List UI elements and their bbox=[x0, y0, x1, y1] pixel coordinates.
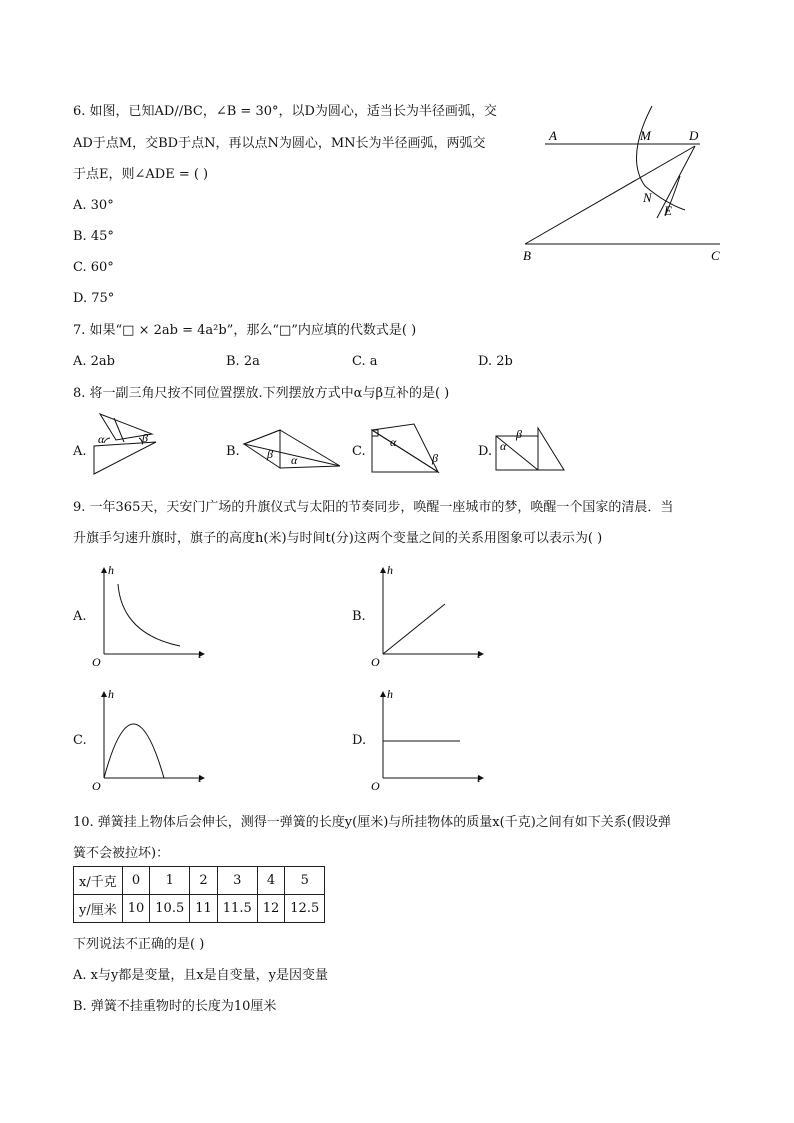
q6-option-b[interactable]: B. 45° bbox=[73, 229, 114, 244]
t-axis-label: t bbox=[477, 647, 481, 661]
q6-option-a[interactable]: A. 30° bbox=[73, 198, 114, 213]
t-axis-label: t bbox=[477, 771, 481, 785]
q9-option-d-label[interactable]: D. bbox=[352, 733, 367, 748]
q10-ask: 下列说法不正确的是( ) bbox=[73, 937, 205, 952]
q7-option-b[interactable]: B. 2a bbox=[226, 354, 260, 369]
h-axis-label: h bbox=[387, 687, 393, 701]
table-cell: 11.5 bbox=[217, 895, 257, 923]
label-e: E bbox=[664, 203, 672, 218]
origin-label: O bbox=[92, 655, 101, 669]
alpha-label: α bbox=[500, 439, 507, 453]
q8-option-b-label[interactable]: B. bbox=[226, 444, 240, 459]
q9-stem-line-2: 升旗手匀速升旗时，旗子的高度h(米)与时间t(分)这两个变量之间的关系用图象可以表示为( ) bbox=[73, 531, 603, 546]
q7-option-c[interactable]: C. a bbox=[352, 354, 378, 369]
t-axis-label: t bbox=[198, 771, 202, 785]
q7-option-d[interactable]: D. 2b bbox=[478, 354, 513, 369]
t-axis-label: t bbox=[198, 647, 202, 661]
table-cell: 10 bbox=[122, 895, 150, 923]
q8-option-c-figure[interactable] bbox=[368, 420, 448, 475]
table-cell: 5 bbox=[285, 867, 325, 895]
table-cell: 4 bbox=[257, 867, 285, 895]
beta-label: β bbox=[267, 447, 273, 461]
q9-option-a-label[interactable]: A. bbox=[73, 609, 87, 624]
beta-label: β bbox=[516, 427, 522, 441]
label-m: M bbox=[640, 128, 651, 143]
label-a: A bbox=[549, 128, 557, 143]
h-axis-label: h bbox=[387, 563, 393, 577]
label-d: D bbox=[689, 128, 699, 143]
q6-stem-line-3: 于点E，则∠ADE = ( ) bbox=[73, 167, 209, 182]
table-cell: 1 bbox=[150, 867, 190, 895]
table-cell: 12 bbox=[257, 895, 285, 923]
table-row bbox=[74, 895, 325, 923]
q9-stem-line-1: 9. 一年365天，天安门广场的升旗仪式与太阳的节奏同步，唤醒一座城市的梦，唤醒一个国家的清晨．当 bbox=[73, 500, 674, 515]
table-cell: 10.5 bbox=[150, 895, 190, 923]
q8-stem: 8. 将一副三角尺按不同位置摆放.下列摆放方式中α与β互补的是( ) bbox=[73, 386, 450, 401]
alpha-label: α bbox=[390, 435, 397, 449]
q8-option-c-label[interactable]: C. bbox=[352, 444, 366, 459]
q6-stem-line-1: 6. 如图，已知AD//BC，∠B = 30°，以D为圆心，适当长为半径画弧，交 bbox=[73, 104, 497, 119]
q6-stem-line-2: AD于点M，交BD于点N，再以点N为圆心，MN长为半径画弧，两弧交 bbox=[73, 136, 486, 151]
q8-option-b-figure[interactable] bbox=[240, 428, 345, 472]
table-cell: 2 bbox=[190, 867, 218, 895]
alpha-label: α bbox=[291, 453, 298, 467]
origin-label: O bbox=[371, 779, 380, 793]
q10-stem-line-2: 簧不会被拉坏)： bbox=[73, 846, 170, 861]
label-b: B bbox=[523, 248, 531, 263]
table-cell: 11 bbox=[190, 895, 218, 923]
q9-option-d-graph[interactable] bbox=[367, 686, 492, 794]
table-cell: 3 bbox=[217, 867, 257, 895]
beta-label: β bbox=[142, 431, 148, 445]
label-c: C bbox=[711, 248, 720, 263]
label-n: N bbox=[643, 190, 652, 205]
q8-option-d-label[interactable]: D. bbox=[478, 444, 493, 459]
q9-option-c-graph[interactable] bbox=[88, 686, 213, 794]
q10-stem-line-1: 10. 弹簧挂上物体后会伸长，测得一弹簧的长度y(厘米)与所挂物体的质量x(千克)之间有如下关系(假设弹 bbox=[73, 815, 671, 830]
q6-option-d[interactable]: D. 75° bbox=[73, 291, 115, 306]
table-cell: 12.5 bbox=[285, 895, 325, 923]
table-cell: 0 bbox=[122, 867, 150, 895]
q7-option-a[interactable]: A. 2ab bbox=[73, 354, 115, 369]
q6-geometry-figure bbox=[515, 98, 730, 268]
q10-option-a[interactable]: A. x与y都是变量，且x是自变量，y是因变量 bbox=[73, 968, 329, 983]
beta-label: β bbox=[432, 451, 438, 465]
origin-label: O bbox=[92, 779, 101, 793]
q8-option-d-figure[interactable] bbox=[492, 424, 567, 474]
q9-option-b-label[interactable]: B. bbox=[352, 609, 366, 624]
alpha-label: α bbox=[98, 432, 105, 446]
h-axis-label: h bbox=[108, 563, 114, 577]
q9-option-c-label[interactable]: C. bbox=[73, 733, 87, 748]
q9-option-b-graph[interactable] bbox=[367, 562, 492, 670]
h-axis-label: h bbox=[108, 687, 114, 701]
table-row-header-x: x/千克 bbox=[74, 867, 123, 895]
q8-option-a-figure[interactable] bbox=[86, 410, 161, 478]
q10-data-table bbox=[73, 866, 325, 923]
origin-label: O bbox=[371, 655, 380, 669]
q7-stem: 7. 如果“□ × 2ab = 4a²b”，那么“□”内应填的代数式是( ) bbox=[73, 323, 417, 338]
table-row bbox=[74, 867, 325, 895]
q10-option-b[interactable]: B. 弹簧不挂重物时的长度为10厘米 bbox=[73, 999, 277, 1014]
table-row-header-y: y/厘米 bbox=[74, 895, 123, 923]
q6-option-c[interactable]: C. 60° bbox=[73, 260, 114, 275]
q9-option-a-graph[interactable] bbox=[88, 562, 213, 670]
q8-option-a-label[interactable]: A. bbox=[73, 444, 87, 459]
